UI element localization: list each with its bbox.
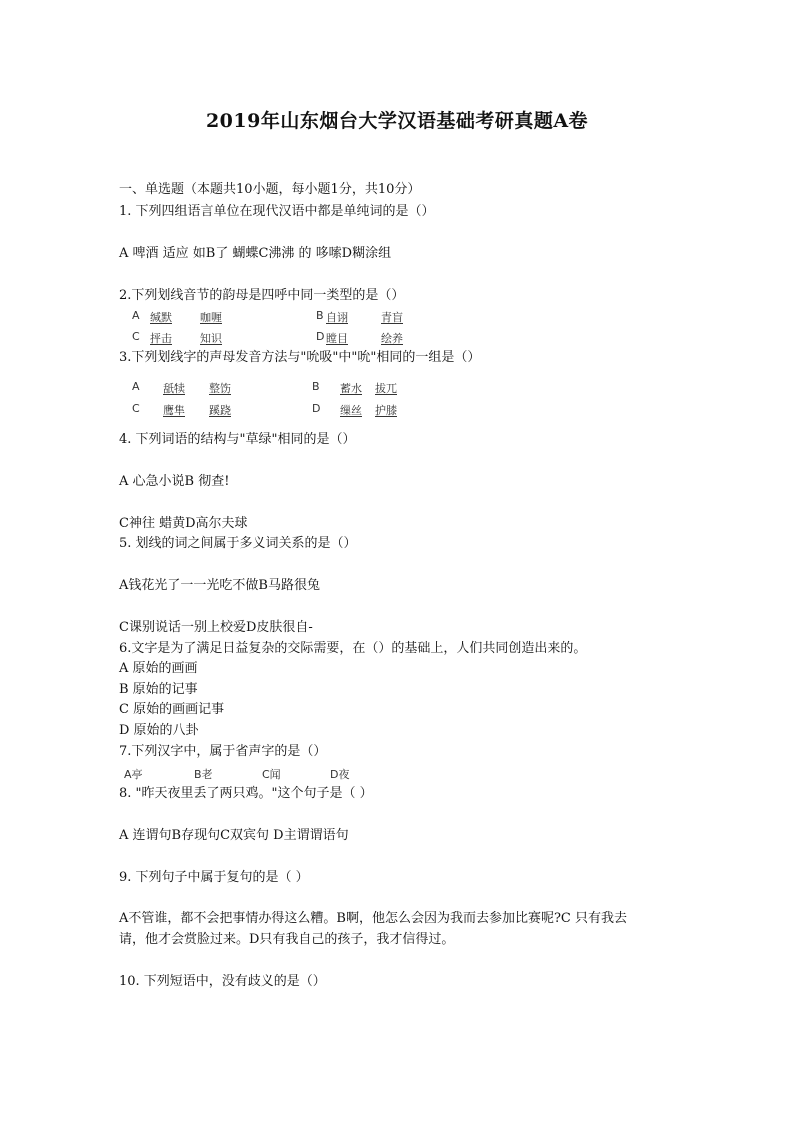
q2-option-word: 青盲 <box>381 311 403 324</box>
q3-option-letter: B <box>312 380 320 393</box>
question-6-option: A 原始的画画 <box>119 661 198 676</box>
q7-option: D夜 <box>330 768 350 781</box>
question-2-stem: 2.下列划线音节的韵母是四呼中同一类型的是（） <box>119 288 405 303</box>
q2-option-word: 咖喱 <box>200 311 222 324</box>
question-4-options-a: A 心急小说B 彻查! <box>119 474 230 489</box>
q3-option-word: 缫丝 <box>340 404 362 417</box>
question-4-options-c: C神往 蜡黄D高尔夫球 <box>119 516 248 531</box>
q3-option-word: 护膝 <box>375 404 397 417</box>
q3-option-word: 舐犊 <box>163 382 185 395</box>
q2-option-word: 瞠目 <box>326 332 348 345</box>
question-5-stem: 5. 划线的词之间属于多义词关系的是（） <box>119 536 357 551</box>
q3-option-word: 整饬 <box>209 382 231 395</box>
question-3-stem: 3.下列划线字的声母发音方法与"吮吸"中"吮"相同的一组是（） <box>119 350 481 365</box>
q2-option-word: 绘养 <box>381 332 403 345</box>
question-5-options-a: A钱花光了一一光吃不做B马路很兔 <box>119 578 320 593</box>
page-title: 2019年山东烟台大学汉语基础考研真题A卷 <box>205 110 589 132</box>
question-4-stem: 4. 下列词语的结构与"草绿"相同的是（） <box>119 432 356 447</box>
q2-option-letter: B <box>316 309 324 322</box>
question-6-option: C 原始的画画记事 <box>119 702 225 717</box>
q2-option-letter: A <box>132 309 140 322</box>
question-7-stem: 7.下列汉字中，属于省声字的是（） <box>119 744 327 759</box>
question-9-options-line1: A不管谁，都不会把事情办得这么糟。B啊，他怎么会因为我而去参加比赛呢?C 只有我去 <box>119 911 627 926</box>
q3-option-word: 鹰隼 <box>163 404 185 417</box>
q3-option-word: 蹊跷 <box>209 404 231 417</box>
question-8-options: A 连谓句B存现句C双宾句 D主谓谓语句 <box>119 828 349 843</box>
question-9-options-line2: 请，他才会赏脸过来。D只有我自己的孩子，我才信得过。 <box>119 932 455 947</box>
question-6-option: B 原始的记事 <box>119 682 198 697</box>
q7-option: A亭 <box>124 768 143 781</box>
q3-option-word: 拔兀 <box>375 382 397 395</box>
question-1-options: A 啤酒 适应 如B了 蝴蝶C沸沸 的 哆嗦D糊涂组 <box>119 246 392 261</box>
question-9-stem: 9. 下列句子中属于复句的是（ ） <box>119 870 309 885</box>
question-6-option: D 原始的八卦 <box>119 723 199 738</box>
question-10-stem: 10. 下列短语中，没有歧义的是（） <box>119 974 326 989</box>
q7-option: C闻 <box>262 768 281 781</box>
q2-option-word: 自诩 <box>326 311 348 324</box>
q2-option-letter: C <box>132 330 140 343</box>
q3-option-letter: A <box>132 380 140 393</box>
question-8-stem: 8. "昨天夜里丢了两只鸡。"这个句子是（ ） <box>119 786 373 801</box>
question-6-stem: 6.文字是为了满足日益复杂的交际需要，在（）的基础上，人们共同创造出来的。 <box>119 641 587 656</box>
q2-option-word: 缄默 <box>150 311 172 324</box>
q7-option: B老 <box>194 768 213 781</box>
q3-option-word: 蓄水 <box>340 382 362 395</box>
section-header: 一、单选题（本题共10小题，每小题1分，共10分） <box>119 182 421 197</box>
q3-option-letter: D <box>312 402 321 415</box>
question-1-stem: 1. 下列四组语言单位在现代汉语中都是单纯词的是（） <box>119 204 435 219</box>
q3-option-letter: C <box>132 402 140 415</box>
question-5-options-c: C课别说话一别上校爱D皮肤很自- <box>119 620 313 635</box>
q2-option-word: 抨击 <box>150 332 172 345</box>
q2-option-letter: D <box>316 330 325 343</box>
q2-option-word: 知识 <box>200 332 222 345</box>
